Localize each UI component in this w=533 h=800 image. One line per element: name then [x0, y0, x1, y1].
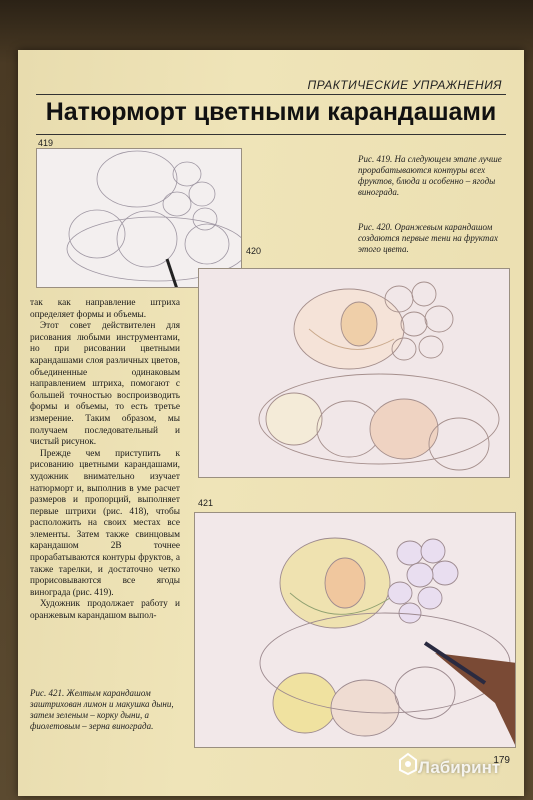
- figure-420-number: 420: [246, 246, 262, 256]
- caption-421: Рис. 421. Желтым карандашом заштрихован лимон и макушка дыни, затем зеленым – корку дыни, а фиолетовым – зерна винограда.: [30, 688, 174, 731]
- body-paragraph: Этот совет действителен для рисования любыми инструментами, но при рисовании цветными карандашами слоя различных цветов, объединенные одинаковым направлением штриха, помогают с большей точностью воспроизводить формы и объемы, то есть третье измерение. Таким образом, мы получаем последовательный и чистый рисунок.: [30, 321, 180, 448]
- figure-420-image: [198, 268, 510, 478]
- figure-419-number: 419: [38, 138, 54, 148]
- figure-421-image: [194, 512, 516, 748]
- figure-421-number: 421: [198, 498, 214, 508]
- body-paragraph: Прежде чем приступить к рисованию цветными карандашами, художник внимательно изучает натюрморт и, выполнив в уме расчет размеров и пропорций, выполняет первые штрихи (рис. 418), чтобы расположить на своих местах все элементы. Затем также свинцовым карандашом 2B точнее прорабатываются контуры фруктов, а также тарелки, и достаточно четко прорисовываются все ягоды винограда (рис. 419).: [30, 448, 180, 598]
- header-rule: [36, 94, 506, 95]
- caption-420: Рис. 420. Оранжевым карандашом создаются первые тени на фруктах этого цвета.: [358, 222, 498, 254]
- watermark: Лабиринт: [418, 758, 501, 777]
- labyrinth-logo-icon: [398, 752, 418, 776]
- figure-419-image: [36, 148, 242, 288]
- figure-421-sketch: [195, 513, 516, 748]
- title-rule: [36, 134, 506, 135]
- section-header: ПРАКТИЧЕСКИЕ УПРАЖНЕНИЯ: [307, 78, 502, 92]
- page-title: Натюрморт цветными карандашами: [45, 98, 497, 126]
- body-paragraph: так как направление штриха определяет формы и объемы.: [30, 298, 180, 320]
- body-paragraph: Художник продолжает работу и оранжевым карандашом выпол-: [30, 599, 180, 622]
- page-number: 179: [493, 755, 510, 766]
- caption-419: Рис. 419. На следующем этапе лучше прорабатываются контуры всех фруктов, блюда и особенно – ягоды винограда.: [358, 154, 502, 197]
- body-text: [30, 298, 180, 623]
- book-page: [18, 50, 524, 796]
- figure-420-sketch: [199, 269, 510, 478]
